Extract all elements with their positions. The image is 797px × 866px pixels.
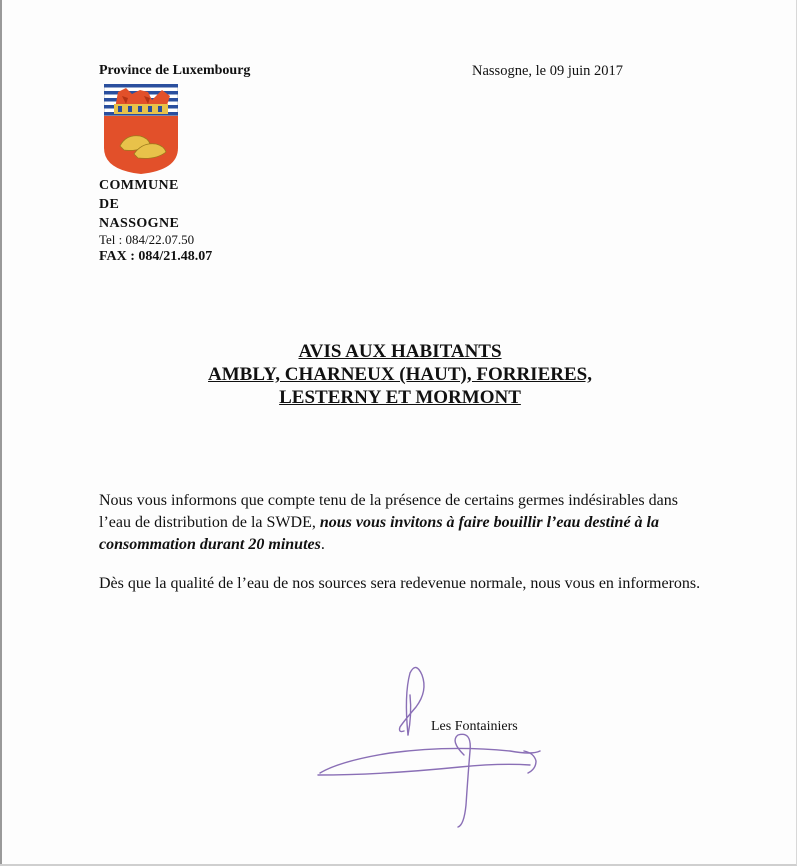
paragraph-text: Nous vous informons que compte tenu de la présence de certains germes indésirables dans l’eau de distribution de la SWDE, xyxy=(99,492,678,531)
commune-line: COMMUNE xyxy=(99,178,179,193)
handwritten-signature xyxy=(300,655,560,830)
commune-name xyxy=(99,176,179,233)
title-line: AMBLY, CHARNEUX (HAUT), FORRIERES, xyxy=(208,364,592,385)
title-line: AVIS AUX HABITANTS xyxy=(298,341,502,362)
title-line: LESTERNY ET MORMONT xyxy=(279,387,521,408)
commune-line: DE xyxy=(99,197,120,212)
boil-water-instruction: nous vous invitons à faire bouillir l’eau destiné à la consommation durant 20 minutes xyxy=(99,514,659,553)
notice-title xyxy=(100,340,700,409)
paragraph-text: . xyxy=(320,536,325,553)
fax-number: FAX : 084/21.48.07 xyxy=(99,249,213,264)
notice-paragraph-2: Dès que la qualité de l’eau de nos sources sera redevenue normale, nous vous en informerons. xyxy=(99,575,701,592)
notice-paragraph-1 xyxy=(99,490,699,556)
coat-of-arms-icon xyxy=(104,84,178,174)
scan-edge xyxy=(0,0,2,864)
signer-name: Les Fontainiers xyxy=(431,719,518,734)
telephone-number: Tel : 084/22.07.50 xyxy=(99,232,195,247)
province-label: Province de Luxembourg xyxy=(99,63,251,78)
letter-date: Nassogne, le 09 juin 2017 xyxy=(472,63,624,79)
commune-line: NASSOGNE xyxy=(99,216,180,231)
